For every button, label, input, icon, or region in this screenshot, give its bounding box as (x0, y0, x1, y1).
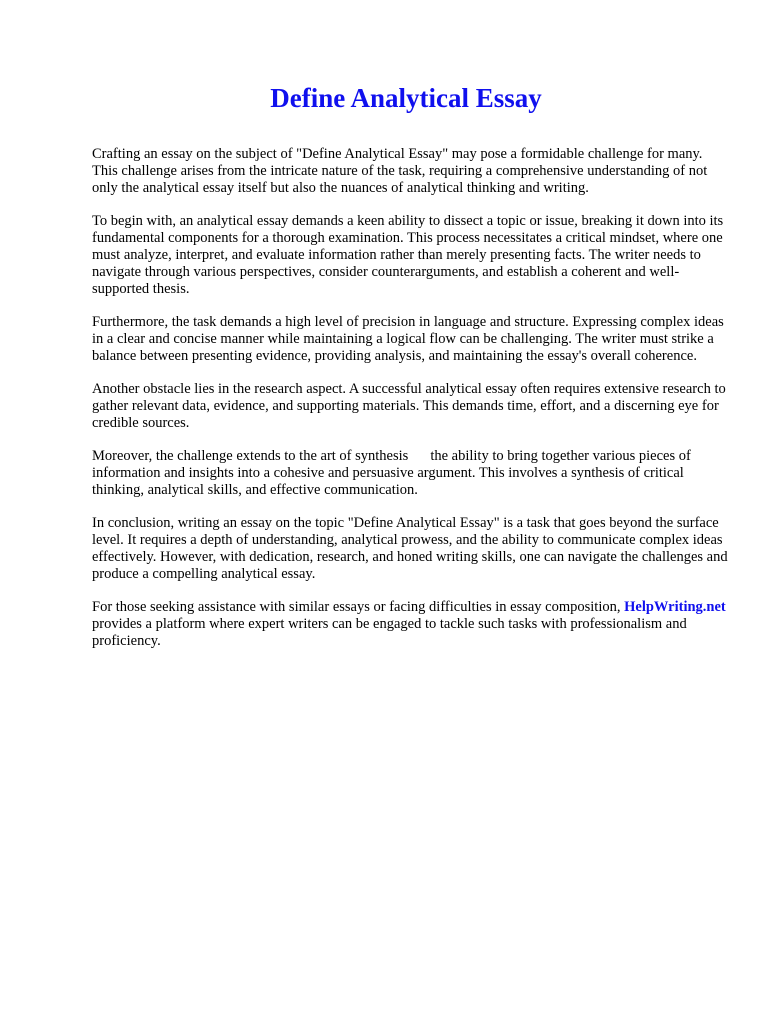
helpwriting-text-end: provides a platform where expert writers can be engaged to tackle such tasks with professionalism and proficiency. (92, 616, 687, 649)
synthesis-text-end: the ability to bring together various pieces of information and insights into a cohesive and persuasive argument. This involves a synthesis of critical thinking, analytical skills, and effective communication. (92, 448, 691, 498)
paragraph-intro: Crafting an essay on the subject of "Define Analytical Essay" may pose a formidable challenge for many. This challenge arises from the intricate nature of the task, requiring a comprehensive understanding of not only the analytical essay itself but also the nuances of analytical thinking and writing. (92, 146, 708, 196)
paragraph-helpwriting (92, 599, 728, 650)
essay-body (92, 146, 728, 666)
paragraph-analysis: To begin with, an analytical essay demands a keen ability to dissect a topic or issue, breaking it down into its fundamental components for a thorough examination. This process necessitates a critical mindset, where one must analyze, interpret, and evaluate information rather than merely presenting facts. The writer needs to navigate through various perspectives, consider counterarguments, and establish a coherent and well-supported thesis. (92, 213, 724, 297)
paragraph-research: Another obstacle lies in the research aspect. A successful analytical essay often requires extensive research to gather relevant data, evidence, and supporting materials. This demands time, effort, and a discerning eye for credible sources. (92, 381, 726, 431)
paragraph-conclusion: In conclusion, writing an essay on the topic "Define Analytical Essay" is a task that goes beyond the surface level. It requires a depth of understanding, analytical prowess, and the ability to communicate complex ideas effectively. However, with dedication, research, and honed writing skills, one can navigate the challenges and produce a compelling analytical essay. (92, 515, 728, 582)
paragraph-synthesis (92, 448, 728, 499)
paragraph-precision: Furthermore, the task demands a high level of precision in language and structure. Expressing complex ideas in a clear and concise manner while maintaining a logical flow can be challenging. The writer must strike a balance between presenting evidence, providing analysis, and maintaining the essay's overall coherence. (92, 314, 724, 364)
helpwriting-link[interactable]: HelpWriting.net (624, 599, 726, 615)
synthesis-text-start: Moreover, the challenge extends to the art of synthesis (92, 448, 409, 464)
page-title: Define Analytical Essay (270, 83, 542, 113)
helpwriting-text-start: For those seeking assistance with similar essays or facing difficulties in essay composition, (92, 599, 621, 615)
